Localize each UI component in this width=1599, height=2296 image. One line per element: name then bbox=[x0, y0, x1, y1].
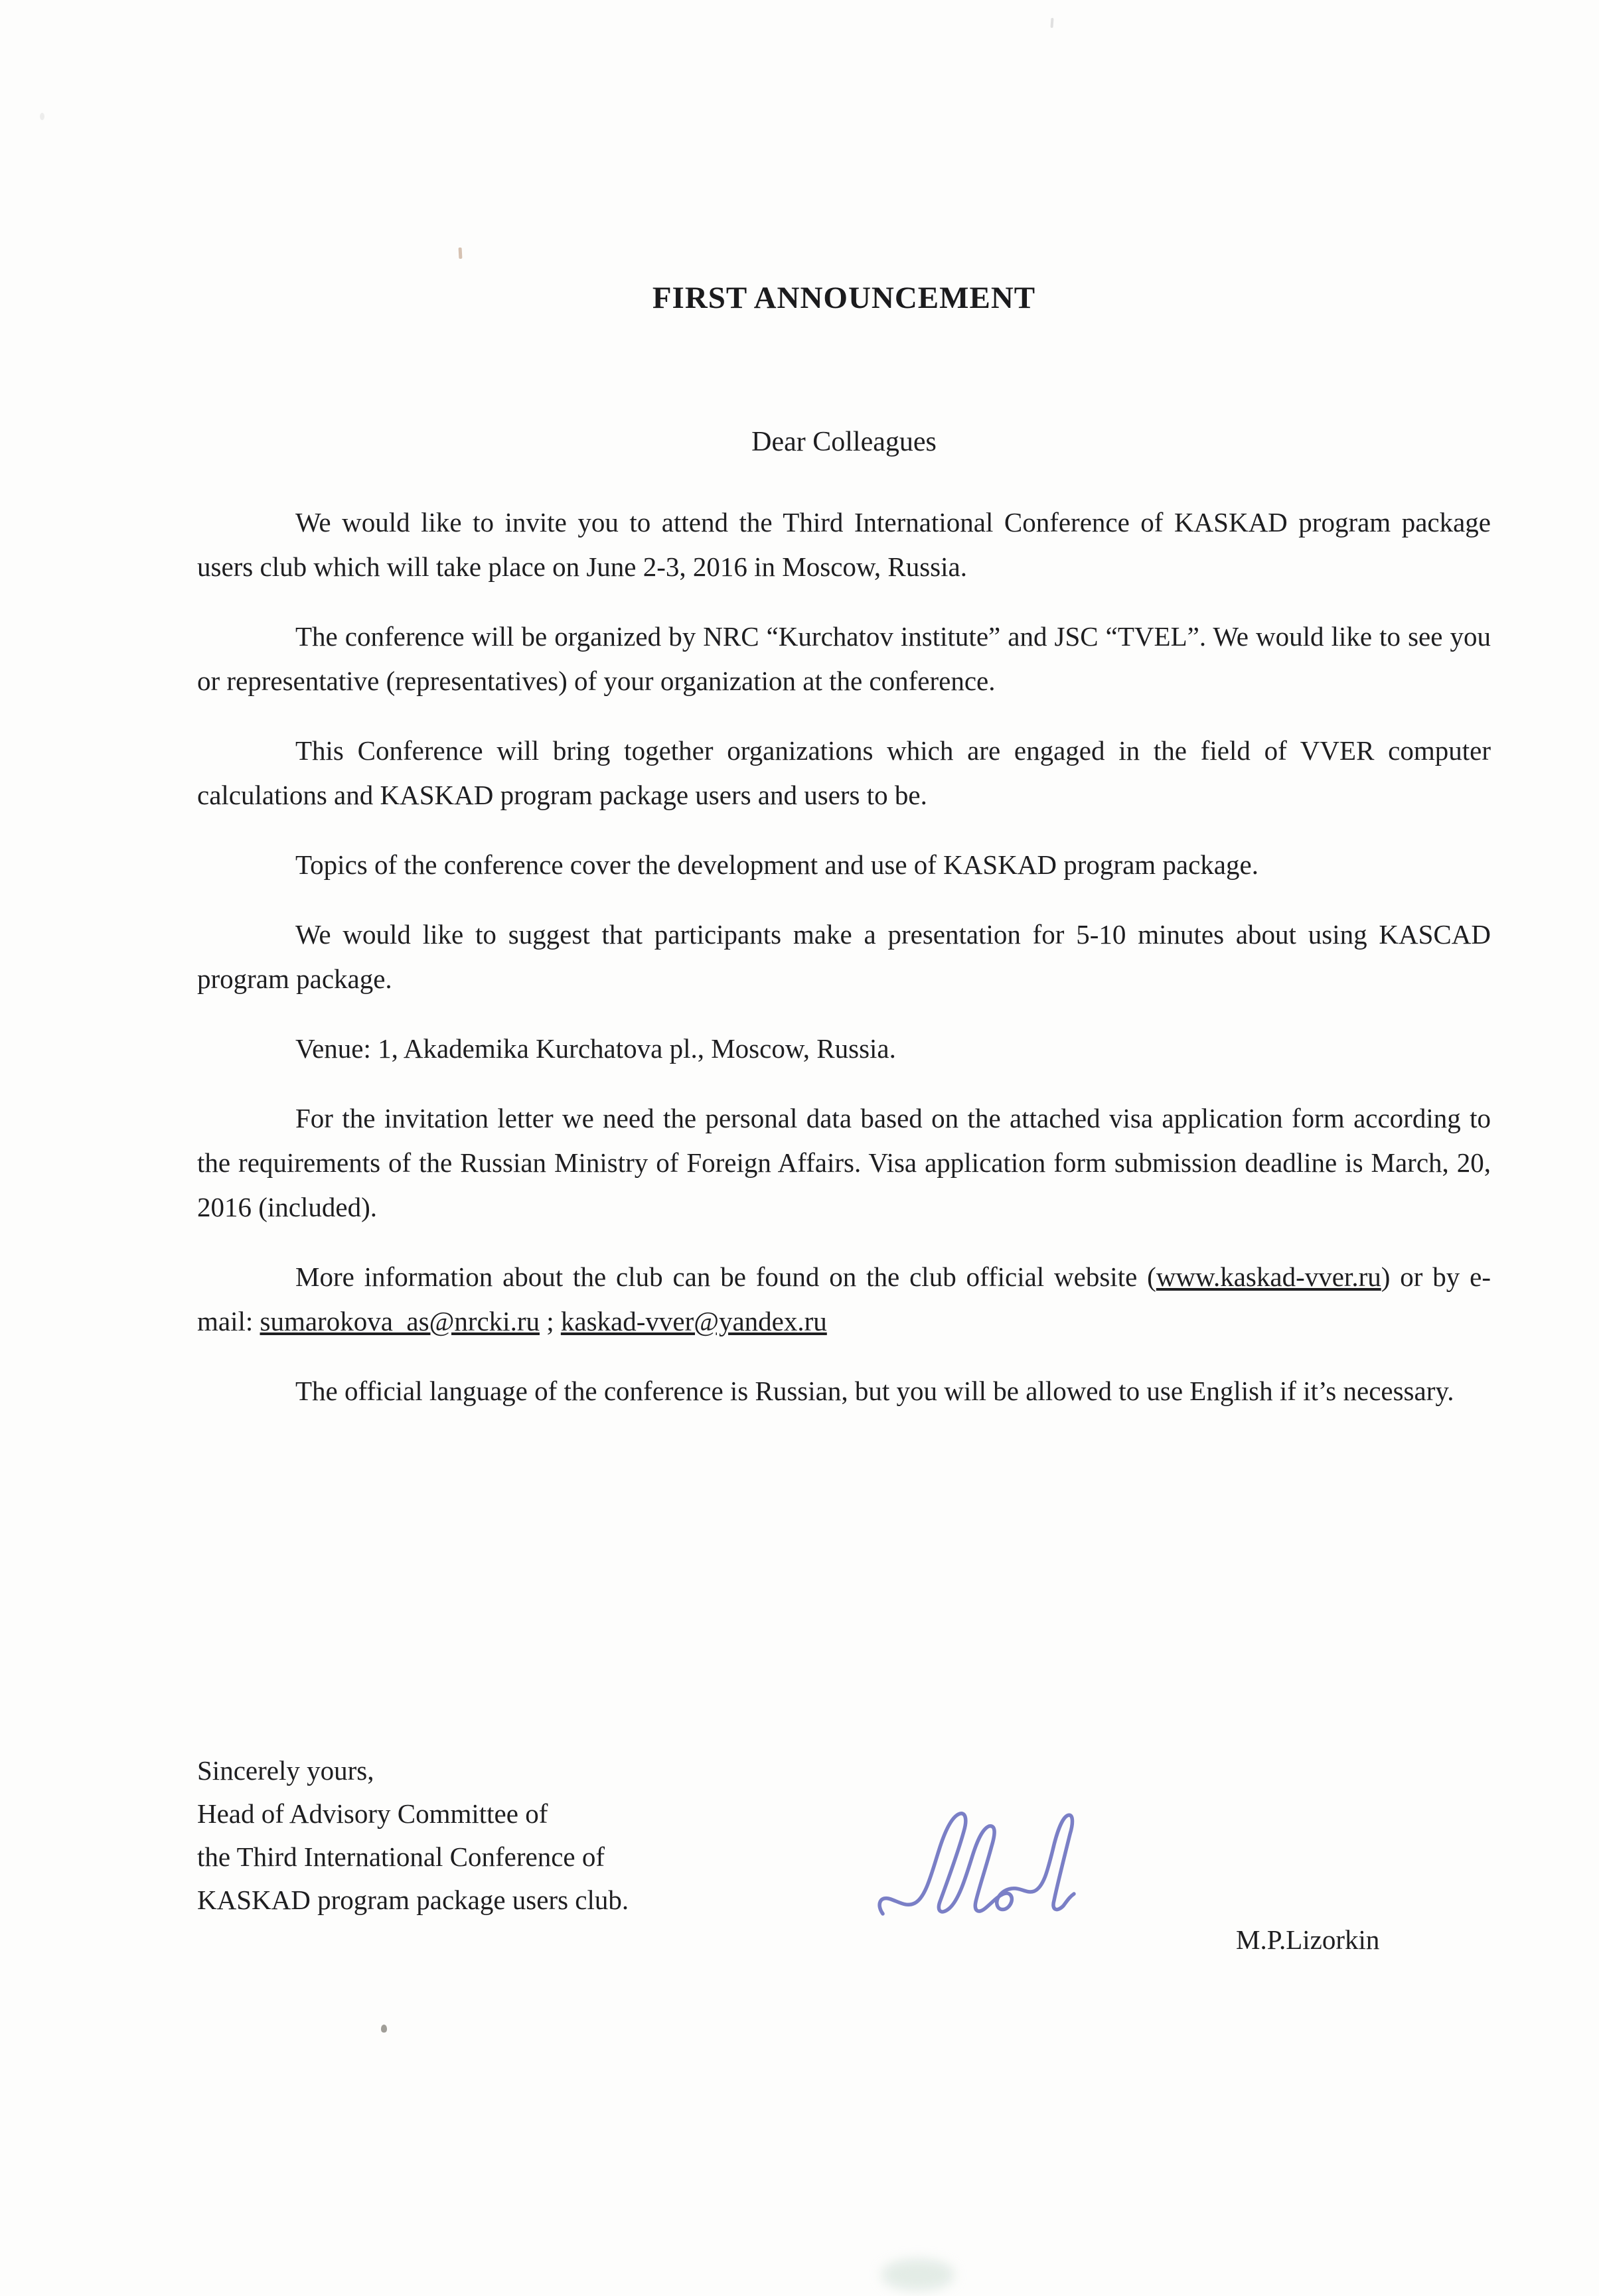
closing-block bbox=[197, 1749, 1491, 1922]
salutation: Dear Colleagues bbox=[751, 427, 937, 457]
paragraph-topics: Topics of the conference cover the development and use of KASKAD program package. bbox=[295, 849, 1258, 880]
info-text-1: More information about the club can be found on the club official website ( bbox=[295, 1261, 1156, 1292]
paragraph-invitation: We would like to invite you to attend the Third International Conference of KASKAD program package users club which will take place on June 2-3, 2016 in Moscow, Russia. bbox=[197, 507, 1491, 582]
website-link: www.kaskad-vver.ru bbox=[1156, 1261, 1381, 1292]
scan-artifact-speck bbox=[40, 113, 44, 120]
closing-line-3: the Third International Conference of bbox=[197, 1841, 605, 1872]
scan-artifact-smudge bbox=[881, 2259, 954, 2291]
letter-body bbox=[197, 500, 1491, 1413]
handwritten-signature-icon bbox=[871, 1800, 1083, 1936]
paragraph-organizers: The conference will be organized by NRC “Kurchatov institute” and JSC “TVEL”. We would like to see you or representative (representatives) of your organization at the conference. bbox=[197, 621, 1491, 696]
email-link-kaskad: kaskad-vver@yandex.ru bbox=[560, 1306, 827, 1336]
paragraph-language: The official language of the conference is Russian, but you will be allowed to use English if it’s necessary. bbox=[295, 1376, 1454, 1406]
signer-name: M.P.Lizorkin bbox=[1236, 1924, 1380, 1955]
paragraph-visa: For the invitation letter we need the personal data based on the attached visa application form according to the requirements of the Russian Ministry of Foreign Affairs. Visa application form submission deadline is March, 20, 2016 (included). bbox=[197, 1103, 1491, 1222]
email-link-sumarokova: sumarokova_as@nrcki.ru bbox=[260, 1306, 540, 1336]
letter-content bbox=[197, 0, 1491, 1922]
paragraph-presentations: We would like to suggest that participants make a presentation for 5-10 minutes about using KASCAD program package. bbox=[197, 919, 1491, 994]
document-title: FIRST ANNOUNCEMENT bbox=[652, 281, 1036, 315]
closing-line-1: Sincerely yours, bbox=[197, 1755, 374, 1786]
paragraph-venue: Venue: 1, Akademika Kurchatova pl., Moscow, Russia. bbox=[295, 1033, 896, 1064]
scan-artifact-dot bbox=[381, 2025, 387, 2033]
info-text-2: ) or by e-mail: bbox=[197, 1261, 1491, 1336]
paragraph-scope: This Conference will bring together organizations which are engaged in the field of VVER computer calculations and KASKAD program package users and users to be. bbox=[197, 735, 1491, 810]
closing-line-2: Head of Advisory Committee of bbox=[197, 1798, 548, 1829]
info-text-3: ; bbox=[539, 1306, 561, 1336]
closing-line-4: KASKAD program package users club. bbox=[197, 1885, 629, 1915]
paragraph-more-info bbox=[197, 1255, 1491, 1344]
